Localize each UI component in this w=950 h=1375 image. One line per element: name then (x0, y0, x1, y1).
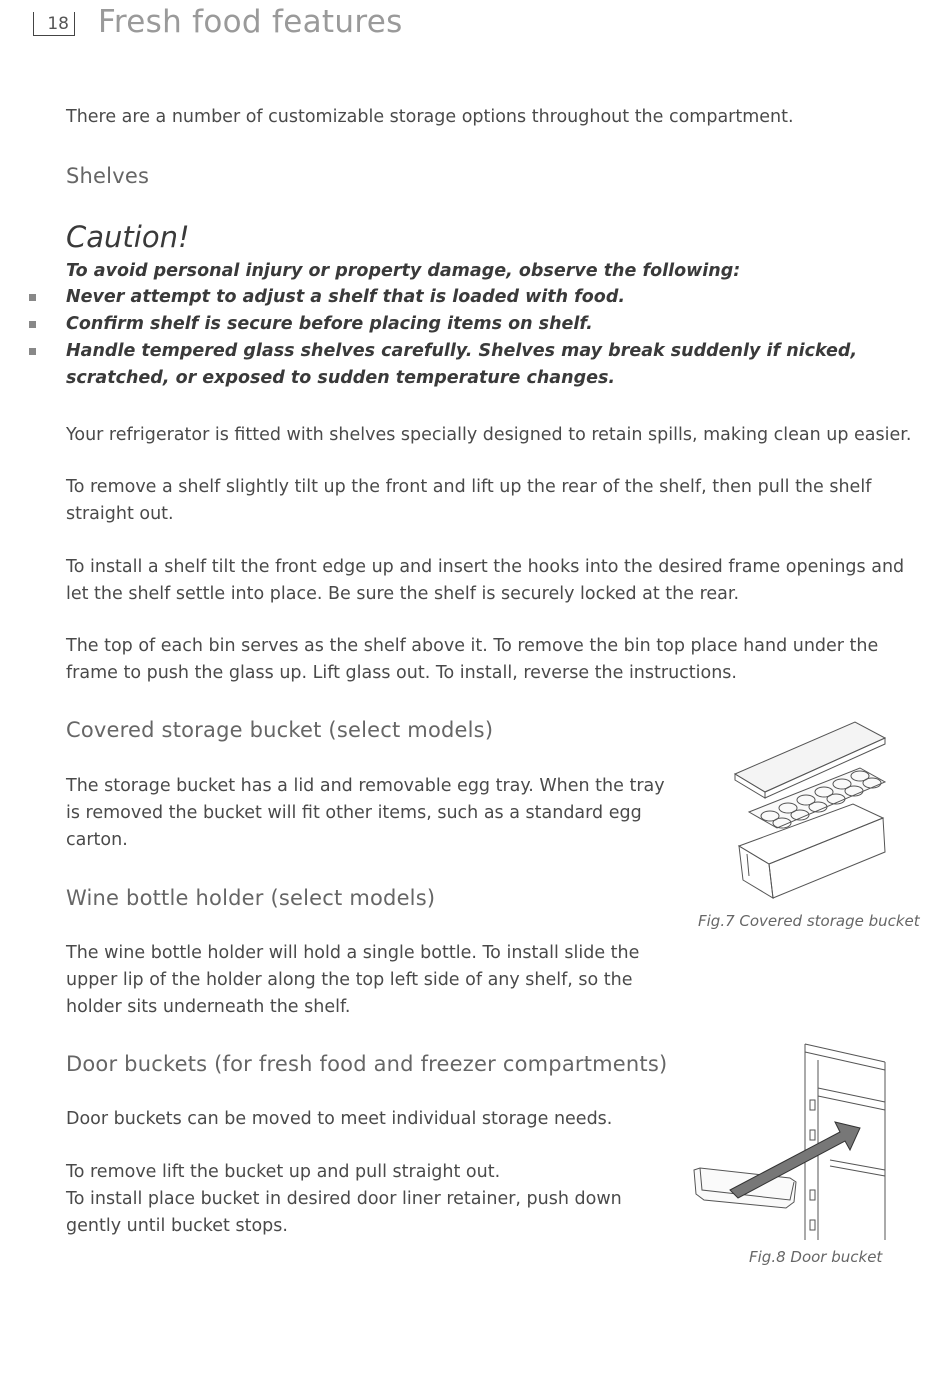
door-buckets-text: To remove lift the bucket up and pull straight out. (66, 1162, 501, 1182)
shelves-paragraph: Your refrigerator is fitted with shelves specially designed to retain spills, making clean up easier. (66, 425, 912, 445)
page-number: 18 (33, 12, 75, 36)
covered-bucket-heading: Covered storage bucket (select models) (66, 718, 494, 742)
shelves-paragraph: To install a shelf tilt the front edge up and insert the hooks into the desired frame openings and let the shelf settle into place. Be sure the shelf is securely locked at the rear. (66, 557, 905, 604)
bullet-icon (29, 348, 36, 355)
shelves-paragraph: The top of each bin serves as the shelf above it. To remove the bin top place hand under the frame to push the glass up. Lift glass out. To install, reverse the instructions. (66, 636, 879, 683)
caution-title: Caution! (66, 220, 190, 254)
covered-bucket-text: The storage bucket has a lid and removable egg tray. When the tray is removed the bucket will fit other items, such as a standard egg carton. (66, 776, 665, 850)
warning-item: Never attempt to adjust a shelf that is loaded with food. (66, 287, 626, 307)
wine-holder-heading: Wine bottle holder (select models) (66, 886, 436, 910)
shelves-heading: Shelves (66, 164, 150, 188)
warning-item: Handle tempered glass shelves carefully. Shelves may break suddenly if nicked, scratched, or exposed to sudden temperature changes. (66, 341, 858, 388)
covered-bucket-illustration (725, 716, 900, 906)
page-title: Fresh food features (98, 4, 403, 40)
bullet-icon (29, 294, 36, 301)
door-buckets-heading: Door buckets (for fresh food and freezer compartments) (66, 1052, 668, 1076)
wine-holder-text: The wine bottle holder will hold a single bottle. To install slide the upper lip of the holder along the top left side of any shelf, so the holder sits underneath the shelf. (66, 943, 640, 1017)
figure-caption: Fig.8 Door bucket (749, 1248, 883, 1266)
door-buckets-text: Door buckets can be moved to meet individual storage needs. (66, 1109, 613, 1129)
figure-caption: Fig.7 Covered storage bucket (698, 912, 920, 930)
shelves-paragraph: To remove a shelf slightly tilt up the front and lift up the rear of the shelf, then pull the shelf straight out. (66, 477, 872, 524)
door-bucket-illustration (690, 1040, 890, 1240)
door-buckets-text: To install place bucket in desired door liner retainer, push down gently until bucket stops. (66, 1189, 622, 1236)
warning-item: Confirm shelf is secure before placing items on shelf. (66, 314, 593, 334)
caution-intro: To avoid personal injury or property damage, observe the following: (66, 261, 741, 281)
intro-text: There are a number of customizable storage options throughout the compartment. (66, 107, 794, 127)
bullet-icon (29, 321, 36, 328)
